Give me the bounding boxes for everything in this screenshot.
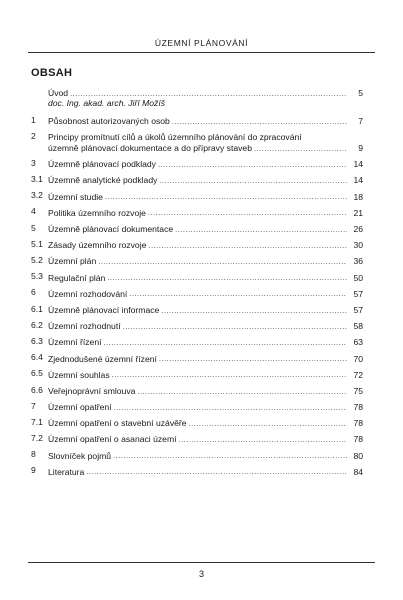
dot-leader	[137, 388, 347, 396]
toc-entry	[31, 337, 363, 347]
toc-entry-page: 84	[353, 466, 363, 477]
toc-heading: OBSAH	[31, 67, 73, 79]
toc-entry	[31, 175, 363, 185]
dot-leader	[70, 90, 347, 98]
toc-entry-number: 7	[31, 400, 36, 411]
toc-entry-title: Územní řízení	[48, 337, 102, 348]
dot-leader	[161, 307, 347, 315]
toc-entry-title: Zásady územního rozvoje	[48, 240, 147, 251]
toc-entry-page: 30	[353, 240, 363, 251]
toc-entry-title: územně plánovací dokumentace a do přípravy staveb	[48, 143, 252, 154]
toc-entry-number: 3	[31, 157, 36, 168]
toc-entry-page: 9	[358, 143, 363, 154]
toc-entry-number: 6.1	[31, 303, 43, 314]
toc-entry-title: Politika územního rozvoje	[48, 207, 146, 218]
dot-leader	[175, 226, 347, 234]
toc-entry-number: 6.5	[31, 368, 43, 379]
dot-leader	[172, 118, 347, 126]
toc-entry-page: 78	[353, 434, 363, 445]
toc-entry-number: 8	[31, 449, 36, 460]
toc-entry-number: 7.1	[31, 416, 43, 427]
dot-leader	[158, 161, 347, 169]
toc-entry	[31, 418, 363, 428]
toc-entry-page: 75	[353, 385, 363, 396]
dot-leader	[86, 468, 347, 476]
toc-entry-page: 14	[353, 159, 363, 170]
toc-entry	[31, 353, 363, 363]
toc-entry	[31, 224, 363, 234]
dot-leader	[105, 193, 347, 201]
toc-entry-page: 18	[353, 191, 363, 202]
toc-entry-number: 5.3	[31, 271, 43, 282]
toc-entry-number: 6.2	[31, 319, 43, 330]
toc-entry-page: 50	[353, 272, 363, 283]
toc-entry-page: 78	[353, 418, 363, 429]
toc-entry-page: 7	[358, 115, 363, 126]
dot-leader	[159, 177, 347, 185]
toc-entry-title: Územně plánovací dokumentace	[48, 224, 174, 235]
toc-entry-number: 7.2	[31, 433, 43, 444]
footer-divider	[28, 562, 375, 563]
toc-entry	[31, 369, 363, 379]
toc-entry-title: Územní opatření	[48, 402, 112, 413]
toc-entry	[31, 207, 363, 217]
dot-leader	[179, 436, 348, 444]
toc-entry-number: 6.4	[31, 352, 43, 363]
toc-entry	[31, 159, 363, 169]
table-of-contents	[31, 88, 363, 483]
dot-leader	[148, 242, 347, 250]
toc-entry-page: 26	[353, 224, 363, 235]
toc-entry-page: 72	[353, 369, 363, 380]
dot-leader	[113, 452, 347, 460]
toc-entry	[31, 450, 363, 460]
toc-entry-page: 57	[353, 288, 363, 299]
toc-entry	[31, 272, 363, 282]
toc-entry-number: 6.6	[31, 384, 43, 395]
dot-leader	[189, 420, 347, 428]
toc-entry	[31, 191, 363, 201]
toc-entry-author: doc. Ing. akad. arch. Jiří Možíš	[48, 98, 166, 108]
toc-entry-title: Územně analytické podklady	[48, 175, 158, 186]
toc-entry-page: 78	[353, 402, 363, 413]
dot-leader	[104, 339, 348, 347]
toc-entry-number: 3.2	[31, 190, 43, 201]
toc-entry-title: Územní souhlas	[48, 369, 110, 380]
toc-entry-title: Územně plánovací podklady	[48, 159, 156, 170]
dot-leader	[148, 209, 347, 217]
toc-entry-number: 6.3	[31, 335, 43, 346]
toc-entry-page: 14	[353, 175, 363, 186]
header-divider	[28, 52, 375, 53]
toc-entry	[31, 402, 363, 412]
toc-entry-title: Principy promítnutí cílů a úkolů územního plánování do zpracování	[48, 132, 302, 143]
toc-entry-title: Zjednodušené územní řízení	[48, 353, 157, 364]
toc-entry-page: 5	[358, 88, 363, 99]
toc-entry-title: Územní opatření o asanaci území	[48, 434, 177, 445]
toc-entry	[31, 466, 363, 476]
running-header-title: ÚZEMNÍ PLÁNOVÁNÍ	[154, 38, 249, 48]
toc-entry-title: Územní studie	[48, 191, 103, 202]
dot-leader	[107, 274, 347, 282]
toc-entry-page: 58	[353, 321, 363, 332]
toc-entry	[31, 116, 363, 126]
dot-leader	[159, 355, 347, 363]
toc-entry-number: 4	[31, 206, 36, 217]
dot-leader	[112, 371, 347, 379]
toc-entry-page: 21	[353, 207, 363, 218]
toc-entry-title: Regulační plán	[48, 272, 106, 283]
toc-entry	[31, 434, 363, 444]
toc-entry	[31, 132, 363, 153]
dot-leader	[98, 258, 347, 266]
toc-entry	[31, 288, 363, 298]
toc-entry-title: Působnost autorizovaných osob	[48, 115, 170, 126]
toc-entry-number: 2	[31, 130, 36, 141]
toc-entry-title: Veřejnoprávní smlouva	[48, 385, 136, 396]
toc-entry-title: Územně plánovací informace	[48, 304, 160, 315]
dot-leader	[123, 323, 347, 331]
toc-entry-number: 5.2	[31, 255, 43, 265]
toc-entry-number: 3.1	[31, 174, 43, 185]
toc-entry	[31, 321, 363, 331]
toc-entry-number	[31, 88, 48, 109]
toc-entry-title: Slovníček pojmů	[48, 450, 112, 461]
page-number: 3	[198, 569, 204, 579]
toc-entry-number: 9	[31, 465, 36, 476]
toc-entry-title: Územní plán	[48, 256, 97, 267]
toc-entry-number: 1	[31, 114, 36, 125]
toc-entry-number: 5	[31, 222, 36, 233]
toc-entry-title: Územní rozhodování	[48, 288, 128, 299]
toc-entry-number: 5.1	[31, 238, 43, 249]
toc-entry-page: 36	[353, 256, 363, 267]
toc-entry-page: 80	[353, 450, 363, 461]
toc-entry	[31, 256, 363, 266]
toc-entry-page: 70	[353, 353, 363, 364]
toc-entry-page: 57	[353, 304, 363, 315]
dot-leader	[114, 404, 347, 412]
toc-entry	[31, 305, 363, 315]
toc-entry	[31, 386, 363, 396]
toc-entry-title: Literatura	[48, 466, 85, 477]
dot-leader	[254, 145, 347, 153]
toc-entry-intro	[31, 88, 363, 109]
toc-entry-page: 63	[353, 337, 363, 348]
toc-entry-title: Územní opatření o stavební uzávěře	[48, 418, 187, 429]
toc-entry-title: Úvod	[48, 88, 69, 99]
toc-entry	[31, 240, 363, 250]
dot-leader	[129, 290, 347, 298]
toc-entry-number: 6	[31, 287, 36, 298]
toc-entry-title: Územní rozhodnutí	[48, 321, 121, 332]
